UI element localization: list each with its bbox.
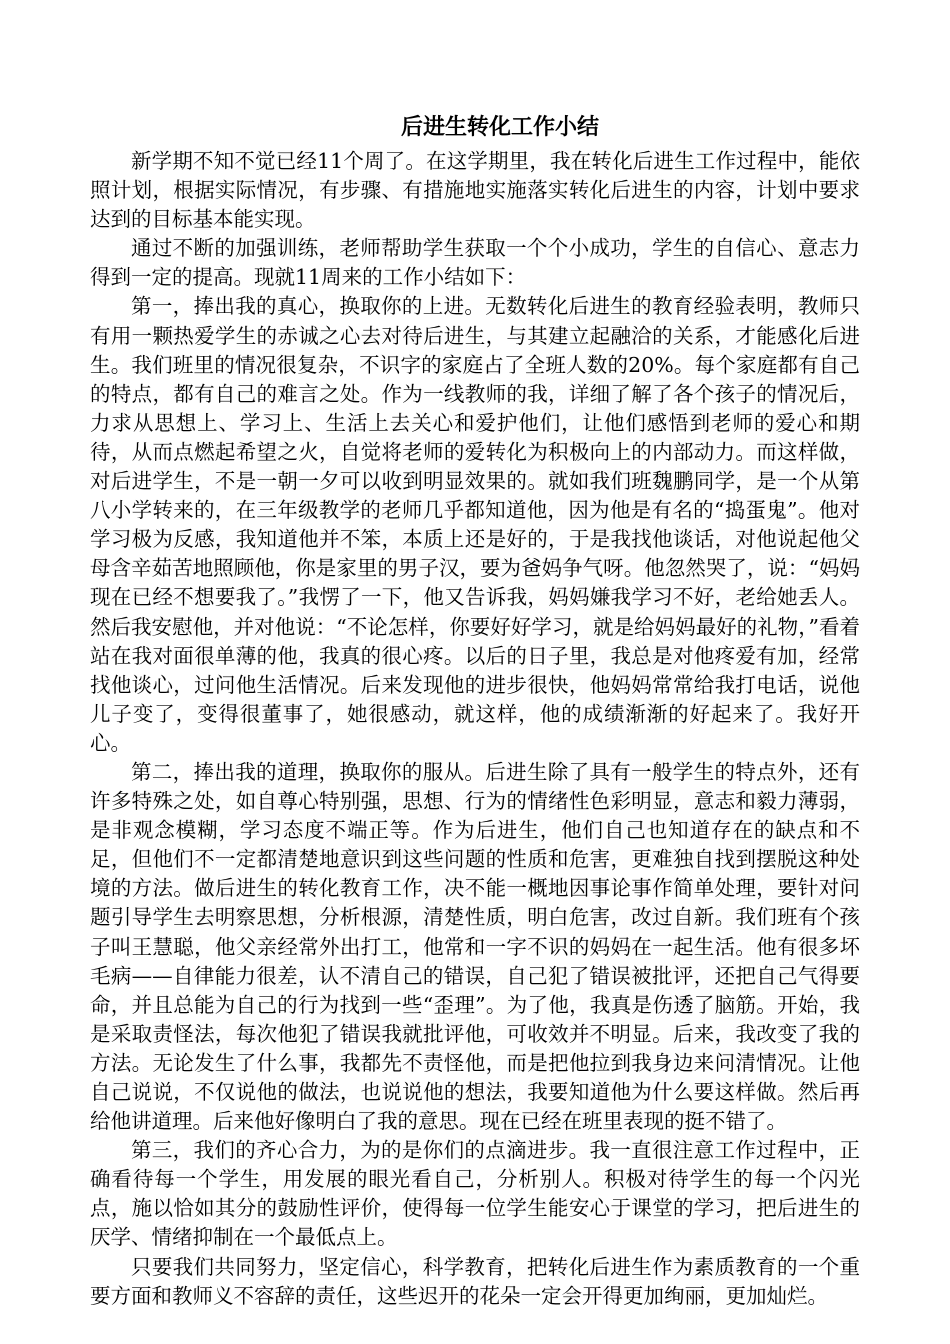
paragraph-point-three: 第三，我们的齐心合力，为的是你们的点滴进步。我一直很注意工作过程中，正确看待每一个学生，用发展的眼光看自己，分析别人。积极对待学生的每一个闪光点，施以恰如其分的鼓励性评价，使得每一位学生能安心于课堂的学习，把后进生的厌学、情绪抑制在一个最低点上。 [90,1138,860,1250]
paragraph-summary-lead: 通过不断的加强训练，老师帮助学生获取一个个小成功，学生的自信心、意志力得到一定的提高。现就11周来的工作小结如下： [90,236,860,290]
document-body [90,147,860,1311]
paragraph-point-one: 第一，捧出我的真心，换取你的上进。无数转化后进生的教育经验表明，教师只有用一颗热爱学生的赤诚之心去对待后进生，与其建立起融洽的关系，才能感化后进生。我们班里的情况很复杂，不识字的家庭占了全班人数的20%。每个家庭都有自己的特点，都有自己的难言之处。作为一线教师的我，详细了解了各个孩子的情况后，力求从思想上、学习上、生活上去关心和爱护他们，让他们感悟到老师的爱心和期待，从而点燃起希望之火，自觉将老师的爱转化为积极向上的内部动力。而这样做，对后进学生，不是一朝一夕可以收到明显效果的。就如我们班魏鹏同学，是一个从第八小学转来的，在三年级教学的老师几乎都知道他，因为他是有名的“捣蛋鬼”。他对学习极为反感，我知道他并不笨，本质上还是好的，于是我找他谈话，对他说起他父母含辛茹苦地照顾他，你是家里的男子汉，要为爸妈争气呀。他忽然哭了，说：“妈妈现在已经不想要我了。”我愣了一下，他又告诉我，妈妈嫌我学习不好，老给她丢人。然后我安慰他，并对他说：“不论怎样，你要好好学习，就是给妈妈最好的礼物，”看着站在我对面很单薄的他，我真的很心疼。以后的日子里，我总是对他疼爱有加，经常找他谈心，过问他生活情况。后来发现他的进步很快，他妈妈常常给我打电话，说他儿子变了，变得很董事了，她很感动，就这样，他的成绩渐渐的好起来了。我好开心。 [90,294,860,755]
paragraph-point-two: 第二，捧出我的道理，换取你的服从。后进生除了具有一般学生的特点外，还有许多特殊之处，如自尊心特别强，思想、行为的情绪性色彩明显，意志和毅力薄弱，是非观念模糊，学习态度不端正等。作为后进生，他们自己也知道存在的缺点和不足，但他们不一定都清楚地意识到这些问题的性质和危害，更难独自找到摆脱这种处境的方法。做后进生的转化教育工作，决不能一概地因事论事作简单处理，要针对问题引导学生去明察思想，分析根源，清楚性质，明白危害，改过自新。我们班有个孩子叫王慧聪，他父亲经常外出打工，他常和一字不识的妈妈在一起生活。他有很多坏毛病——自律能力很差，认不清自己的错误，自己犯了错误被批评，还把自己气得要命，并且总能为自己的行为找到一些“歪理”。为了他，我真是伤透了脑筋。开始，我是采取责怪法，每次他犯了错误我就批评他，可收效并不明显。后来，我改变了我的方法。无论发生了什么事，我都先不责怪他，而是把他拉到我身边来问清情况。让他自己说说，不仅说他的做法，也说说他的想法，我要知道他为什么要这样做。然后再给他讲道理。后来他好像明白了我的意思。现在已经在班里表现的挺不错了。 [90,759,860,1134]
paragraph-conclusion: 只要我们共同努力，坚定信心，科学教育，把转化后进生作为素质教育的一个重要方面和教师义不容辞的责任，这些迟开的花朵一定会开得更加绚丽，更加灿烂。 [90,1254,860,1308]
paragraph-intro: 新学期不知不觉已经11个周了。在这学期里，我在转化后进生工作过程中，能依照计划，根据实际情况，有步骤、有措施地实施落实转化后进生的内容，计划中要求达到的目标基本能实现。 [90,149,860,232]
document-title: 后进生转化工作小结 [400,114,599,140]
